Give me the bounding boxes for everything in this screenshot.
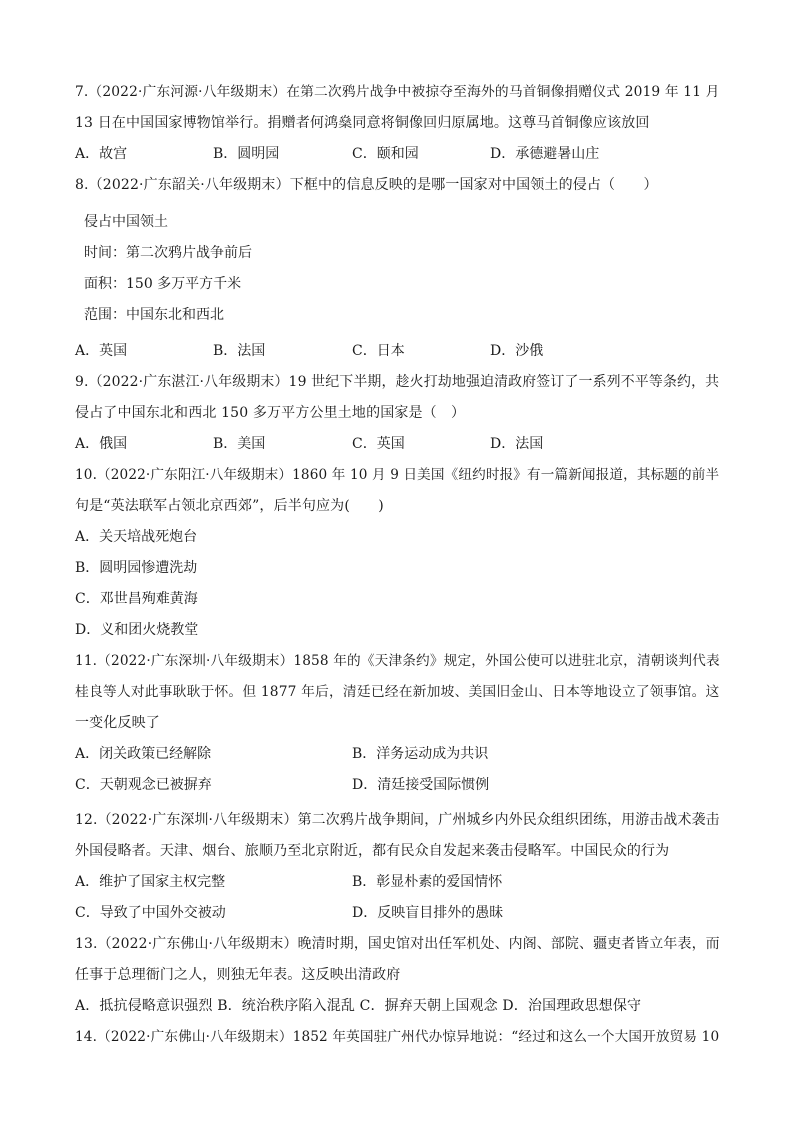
q8-box-time: 时间：第二次鸦片战争前后 [84, 245, 252, 261]
q7-line-1: 7.（2022·广东河源·八年级期末）在第二次鸦片战争中被掠夺至海外的马首铜像捐赠仪式 2019 年 11 月 [75, 84, 720, 100]
q13-line-2: 任事于总理衙门之人，则独无年表。这反映出清政府 [75, 967, 401, 983]
q8-box-title: 侵占中国领土 [84, 214, 168, 230]
q8-option-d: D．沙俄 [490, 343, 544, 359]
q8-line-1: 8.（2022·广东韶关·八年级期末）下框中的信息反映的是哪一国家对中国领土的侵占（ ） [75, 177, 658, 193]
q10-line-2: 句是“英法联军占领北京西郊”，后半句应为( ) [75, 498, 384, 514]
q8-option-a: A．英国 [75, 343, 128, 359]
q10-option-b: B．圆明园惨遭洗劫 [75, 560, 198, 576]
q9-option-c: C．英国 [352, 436, 405, 452]
q7-option-b: B．圆明园 [213, 146, 280, 162]
q11-option-d: D．清廷接受国际惯例 [352, 777, 490, 793]
q9-option-a: A．俄国 [75, 436, 128, 452]
q11-line-1: 11.（2022·广东深圳·八年级期末）1858 年的《天津条约》规定，外国公使可以进驻北京，清朝谈判代表 [75, 653, 720, 669]
q9-option-b: B．美国 [213, 436, 266, 452]
q9-option-d: D．法国 [490, 436, 544, 452]
q8-box-area: 面积：150 多万平方千米 [84, 276, 242, 292]
q11-line-3: 一变化反映了 [75, 715, 160, 731]
q9-line-2: 侵占了中国东北和西北 150 多万平方公里土地的国家是（ ） [75, 405, 466, 421]
q12-option-c: C．导致了中国外交被动 [75, 905, 226, 921]
q8-option-c: C．日本 [352, 343, 405, 359]
q13-line-1: 13.（2022·广东佛山·八年级期末）晚清时期，国史馆对出任军机处、内阁、部院、疆吏者皆立年表，而 [75, 936, 720, 952]
q11-option-b: B．洋务运动成为共识 [352, 746, 489, 762]
q8-box-range: 范围：中国东北和西北 [84, 307, 224, 323]
q12-line-1: 12.（2022·广东深圳·八年级期末）第二次鸦片战争期间，广州城乡内外民众组织团练，用游击战术袭击 [75, 812, 720, 828]
q13-options: A．抵抗侵略意识强烈 B．统治秩序陷入混乱 C．摒弃天朝上国观念 D．治国理政思想保守 [75, 998, 642, 1014]
q7-option-c: C．颐和园 [352, 146, 419, 162]
q10-line-1: 10.（2022·广东阳江·八年级期末）1860 年 10 月 9 日美国《纽约时报》有一篇新闻报道，其标题的前半 [75, 467, 720, 483]
q9-line-1: 9.（2022·广东湛江·八年级期末）19 世纪下半期，趁火打劫地强迫清政府签订了一系列不平等条约，共 [75, 374, 720, 390]
q11-option-a: A．闭关政策已经解除 [75, 746, 212, 762]
q10-option-a: A．关天培战死炮台 [75, 529, 198, 545]
q12-line-2: 外国侵略者。天津、烟台、旅顺乃至北京附近，都有民众自发起来袭击侵略军。中国民众的行为 [75, 843, 670, 859]
q11-line-2: 桂良等人对此事耿耿于怀。但 1877 年后，清廷已经在新加坡、美国旧金山、日本等地设立了领事馆。这 [75, 684, 720, 700]
q10-option-c: C．邓世昌殉难黄海 [75, 591, 198, 607]
q7-option-d: D．承德避暑山庄 [490, 146, 600, 162]
q8-option-b: B．法国 [213, 343, 266, 359]
q14-line-1: 14.（2022·广东佛山·八年级期末）1852 年英国驻广州代办惊异地说：“经过和这么一个大国开放贸易 10 [75, 1029, 720, 1045]
q12-option-a: A．维护了国家主权完整 [75, 874, 226, 890]
q12-option-b: B．彰显朴素的爱国情怀 [352, 874, 503, 890]
q12-option-d: D．反映盲目排外的愚昧 [352, 905, 504, 921]
q7-option-a: A．故宫 [75, 146, 128, 162]
q10-option-d: D．义和团火烧教堂 [75, 622, 199, 638]
q11-option-c: C．天朝观念已被摒弃 [75, 777, 212, 793]
q7-line-2: 13 日在中国国家博物馆举行。捐赠者何鸿燊同意将铜像回归原属地。这尊马首铜像应该放回 [75, 115, 650, 131]
